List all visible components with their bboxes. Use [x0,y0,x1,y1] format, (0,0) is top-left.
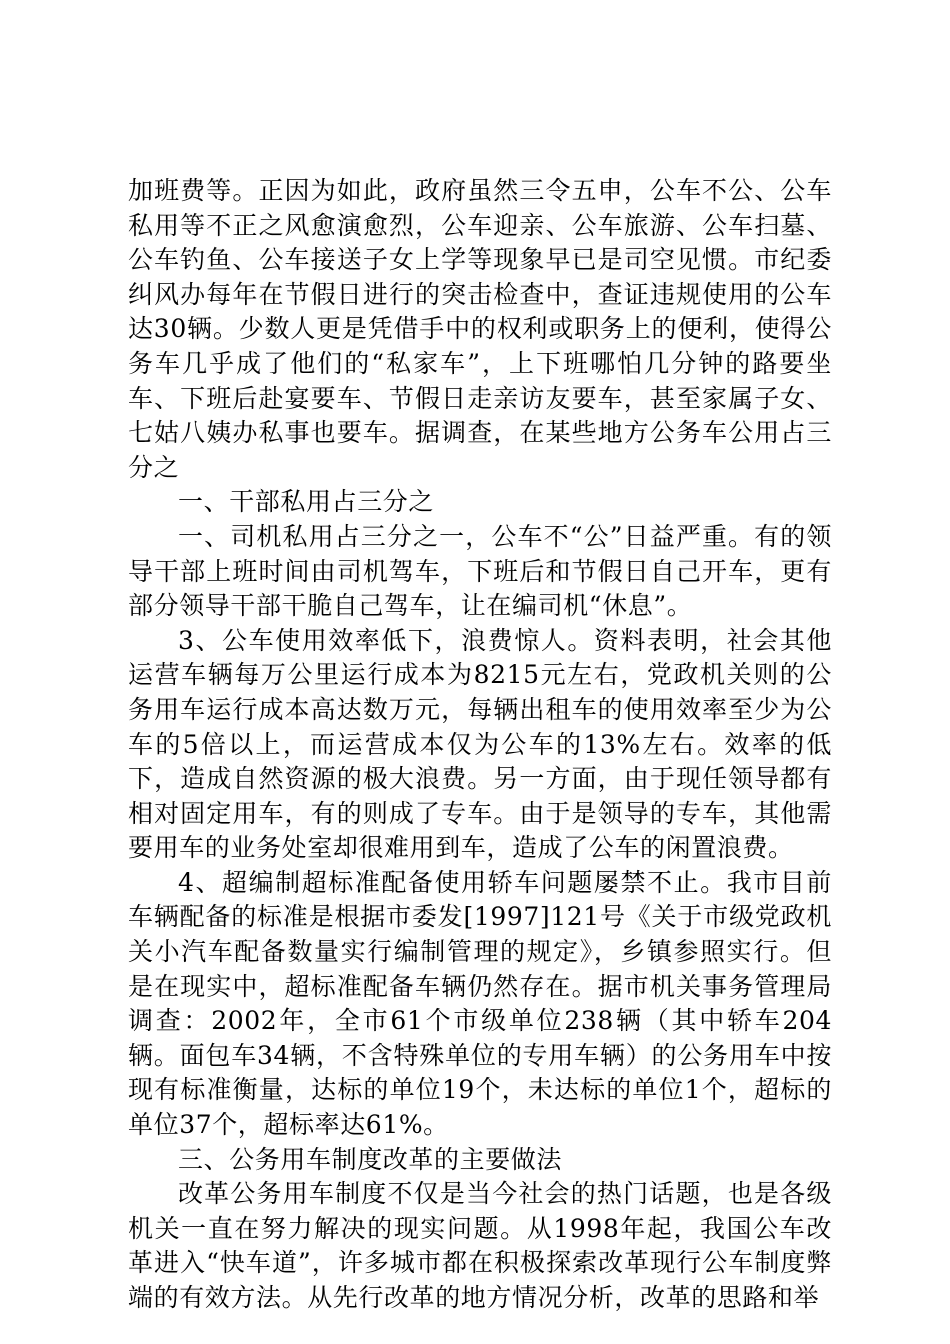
paragraph-driver-private-use: 一、司机私用占三分之一，公车不“公”日益严重。有的领导干部上班时间由司机驾车，下班后和节假日自己开车，更有部分领导干部干脆自己驾车，让在编司机“休息”。 [128,521,832,621]
paragraph-over-standard: 4、超编制超标准配备使用轿车问题屡禁不止。我市目前车辆配备的标准是根据市委发[1997]121号《关于市级党政机关小汽车配备数量实行编制管理的规定》，乡镇参照实行。但是在现实中，超标准配备车辆仍然存在。据市机关事务管理局调查：2002年，全市61个市级单位238辆（其中轿车204辆。面包车34辆，不含特殊单位的专用车辆）的公务用车中按现有标准衡量，达标的单位19个，未达标的单位1个，超标的单位37个，超标率达61%。 [128,867,832,1140]
paragraph-low-efficiency: 3、公车使用效率低下，浪费惊人。资料表明，社会其他运营车辆每万公里运行成本为8215元左右，党政机关则的公务用车运行成本高达数万元，每辆出租车的使用效率至少为公车的5倍以上，而运营成本仅为公车的13%左右。效率的低下，造成自然资源的极大浪费。另一方面，由于现任领导都有相对固定用车，有的则成了专车。由于是领导的专车，其他需要用车的业务处室却很难用到车，造成了公车的闲置浪费。 [128,625,832,863]
paragraph-reform-intro: 改革公务用车制度不仅是当今社会的热门话题，也是各级机关一直在努力解决的现实问题。从1998年起，我国公车改革进入“快车道”，许多城市都在积极探索改革现行公车制度弊端的有效方法。从先行改革的地方情况分析，改革的思路和举 [128,1179,832,1312]
section-heading-reform-practices: 三、公务用车制度改革的主要做法 [178,1144,563,1174]
paragraph-continuation: 加班费等。正因为如此，政府虽然三令五申，公车不公、公车私用等不正之风愈演愈烈，公车迎亲、公车旅游、公车扫墓、公车钓鱼、公车接送子女上学等现象早已是司空见惯。市纪委纠风办每年在节假日进行的突击检查中，查证违规使用的公车达30辆。少数人更是凭借手中的权利或职务上的便利，使得公务车几乎成了他们的“私家车”，上下班哪怕几分钟的路要坐车、下班后赴宴要车、节假日走亲访友要车，甚至家属子女、七姑八姨办私事也要车。据调查，在某些地方公务车公用占三分之 [128,176,832,482]
document-body [128,174,832,1316]
section-heading-cadre-private-use: 一、干部私用占三分之 [178,487,435,517]
